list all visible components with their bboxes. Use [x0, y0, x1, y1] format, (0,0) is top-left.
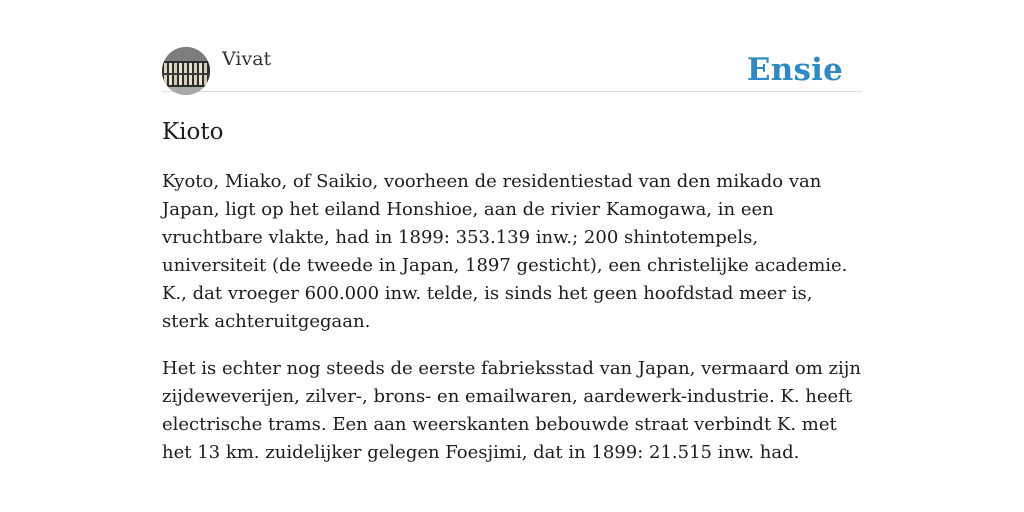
article-card [162, 44, 862, 463]
article-header [162, 44, 862, 92]
brand-logo[interactable]: Ensie [746, 52, 843, 88]
avatar-book-spines-image [162, 47, 210, 95]
author-name[interactable]: Vivat [222, 48, 272, 70]
article-paragraph: Kyoto, Miako, of Saikio, voorheen de residentiestad van den mikado van Japan, ligt op het eiland Honshioe, aan de rivier Kamogawa, in een vruchtbare vlakte, had in 1899: 353.139 inw.; 200 shintotempels, universiteit (de tweede in Japan, 1897 gesticht), een christelijke academie. K., dat vroeger 600.000 inw. telde, is sinds het geen hoofdstad meer is, sterk achteruitgegaan. [162, 171, 848, 332]
article-title: Kioto [162, 119, 224, 145]
article-paragraph: Het is echter nog steeds de eerste fabrieksstad van Japan, vermaard om zijn zijdeweverijen, zilver-, brons- en emailwaren, aardewerk-industrie. K. heeft electrische trams. Een aan weerskanten bebouwde straat verbindt K. met het 13 km. zuidelijker gelegen Foesjimi, dat in 1899: 21.515 inw. had. [162, 358, 861, 463]
article-body [162, 168, 862, 486]
author-avatar[interactable] [162, 47, 210, 95]
